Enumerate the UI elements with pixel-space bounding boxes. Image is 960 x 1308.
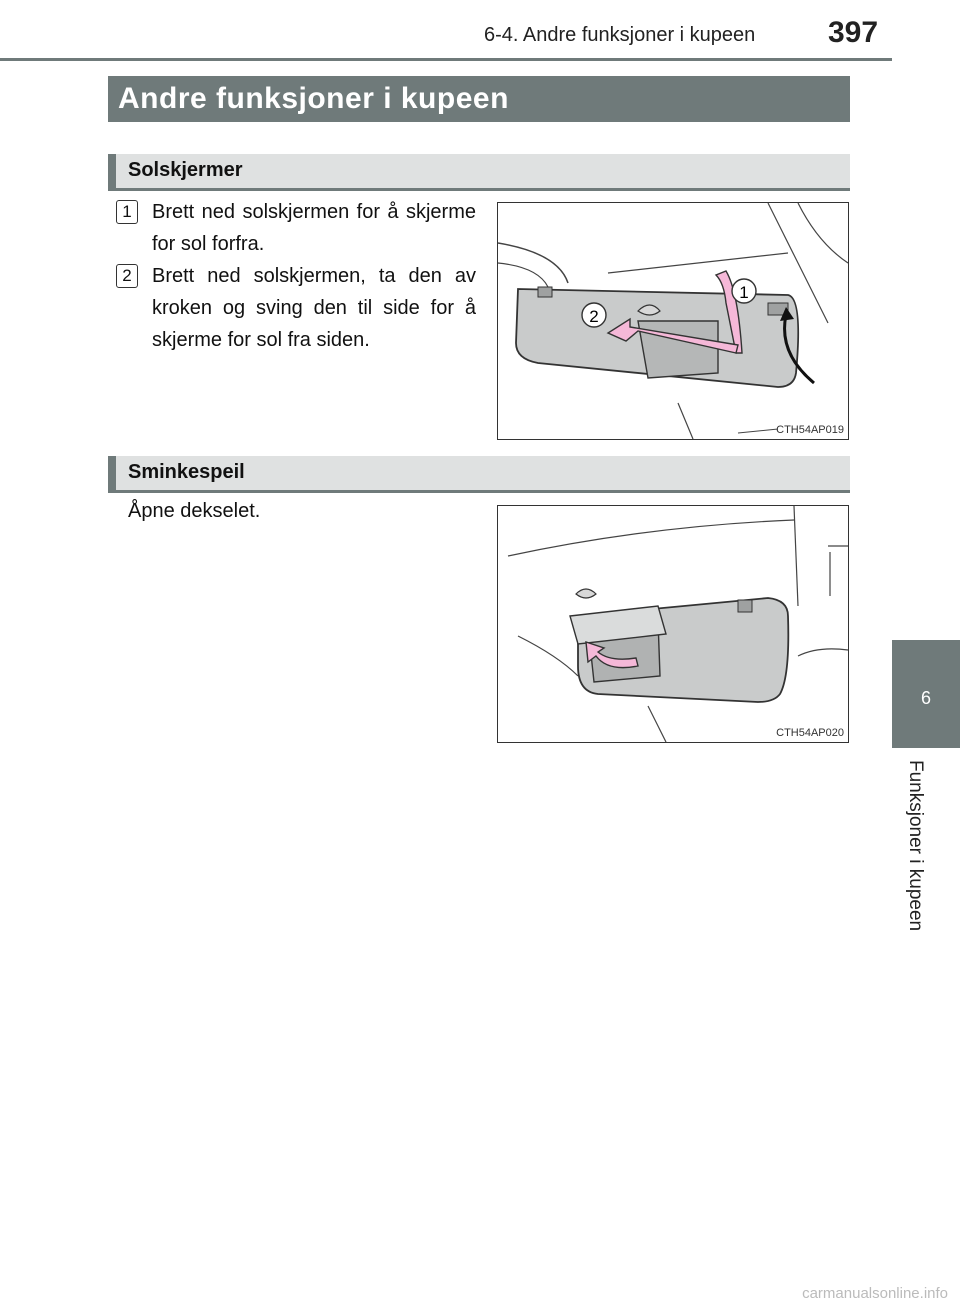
step-2	[116, 260, 476, 356]
sun-visor-illustration	[497, 202, 849, 440]
page-title: Andre funksjoner i kupeen	[118, 82, 509, 115]
page-number: 397	[828, 16, 879, 49]
step-1	[116, 196, 476, 260]
callout-1: 1	[739, 283, 749, 302]
sun-visor-drawing	[498, 203, 848, 439]
callout-2: 2	[589, 307, 599, 326]
header-section-title: 6-4. Andre funksjoner i kupeen	[484, 24, 756, 46]
figure-code: CTH54AP019	[776, 424, 844, 436]
step-number: 1	[116, 200, 138, 224]
section-heading-vanity-mirror	[108, 456, 850, 493]
step-number: 2	[116, 264, 138, 288]
chapter-label: Funksjoner i kupeen	[905, 760, 926, 932]
section-heading-label: Solskjermer	[128, 159, 243, 181]
footer-watermark: carmanualsonline.info	[802, 1285, 948, 1302]
step-text: Brett ned solskjermen, ta den av kroken og sving den til side for å skjerme for sol fra siden.	[152, 265, 476, 351]
section-heading-label: Sminkespeil	[128, 461, 245, 483]
header-rule	[0, 58, 892, 61]
figure-code: CTH54AP020	[776, 727, 844, 739]
vanity-mirror-illustration	[497, 505, 849, 743]
chapter-tab	[892, 640, 960, 748]
step-text: Brett ned solskjermen for å skjerme for sol forfra.	[152, 201, 476, 255]
vanity-mirror-text: Åpne dekselet.	[128, 500, 261, 522]
vanity-mirror-drawing	[498, 506, 848, 742]
section-heading-sun-visors	[108, 154, 850, 191]
chapter-number: 6	[920, 688, 931, 708]
page-title-bar	[108, 76, 850, 122]
